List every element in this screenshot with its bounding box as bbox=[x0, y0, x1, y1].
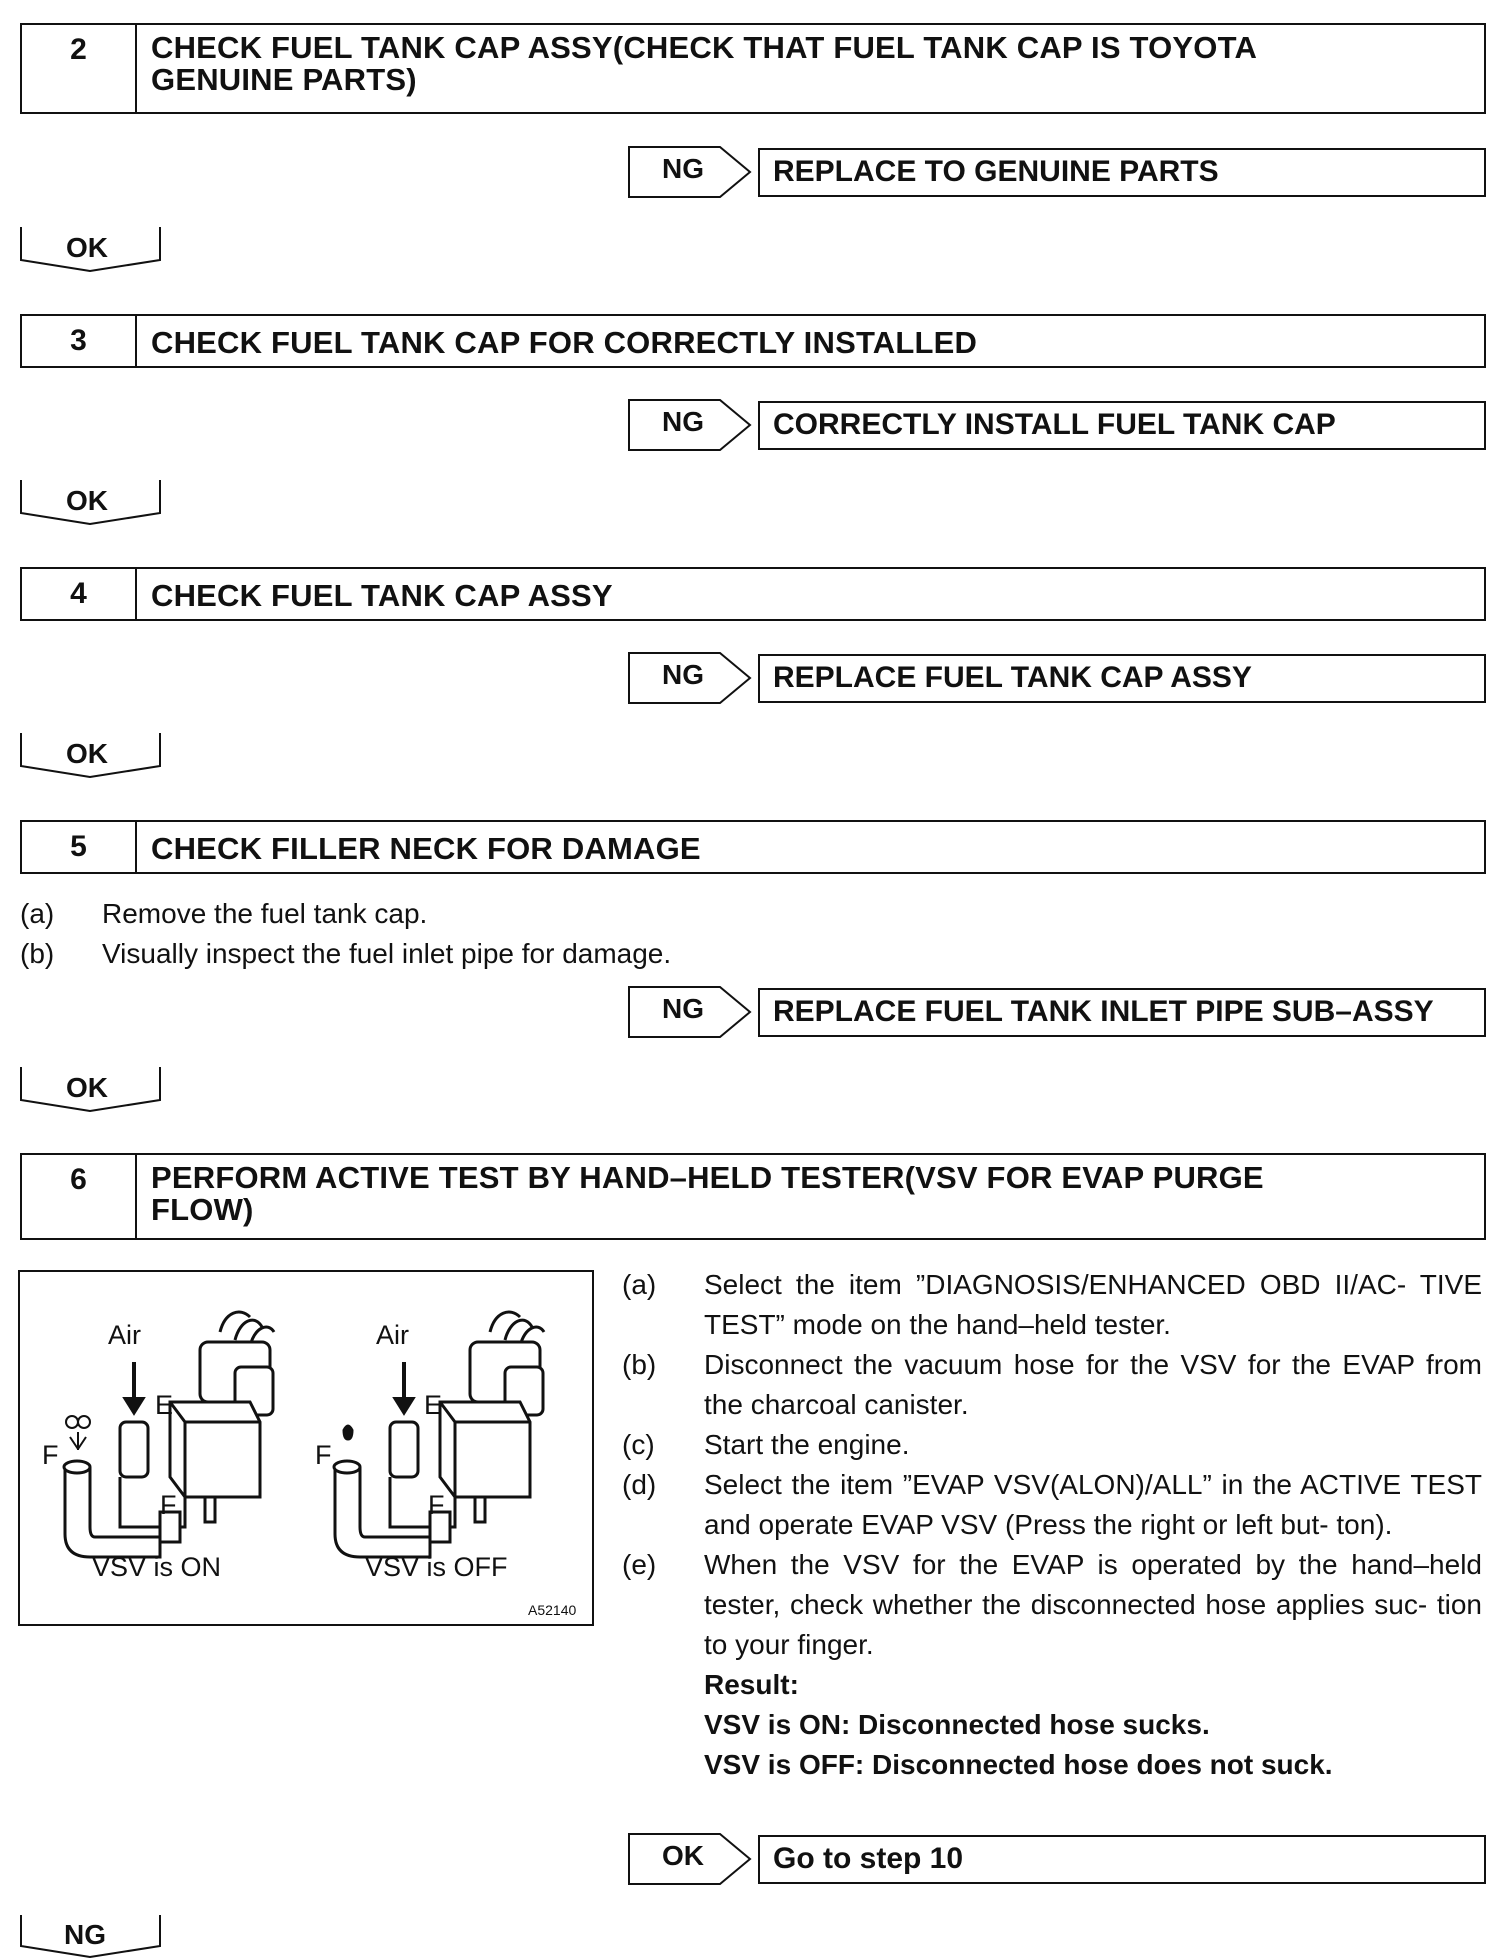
step-2-header bbox=[20, 23, 1486, 114]
result-on: VSV is ON: Disconnected hose sucks. bbox=[704, 1709, 1210, 1740]
caption-vsv-on: VSV is ON bbox=[92, 1552, 222, 1582]
air-label-left: Air bbox=[108, 1320, 141, 1350]
ok-label: OK bbox=[66, 232, 108, 263]
item-label: (e) bbox=[622, 1549, 657, 1580]
ok-label: OK bbox=[662, 1840, 704, 1871]
list-item bbox=[622, 1465, 1482, 1545]
item-label: (a) bbox=[622, 1269, 657, 1300]
step-6-instructions bbox=[622, 1265, 1482, 1785]
ng-action-box: CORRECTLY INSTALL FUEL TANK CAP bbox=[758, 401, 1486, 450]
f-label-left: F bbox=[42, 1440, 59, 1470]
step-number: 2 bbox=[22, 25, 137, 112]
step-number: 6 bbox=[22, 1155, 137, 1238]
item-text: When the VSV for the EVAP is operated by the hand–held tester, check whether the disconnected hose applies suc- tion to your finger. bbox=[704, 1549, 1482, 1660]
step-title bbox=[137, 25, 1484, 112]
list-item bbox=[622, 1345, 1482, 1425]
ng-label: NG bbox=[662, 993, 704, 1024]
step-title-line: CHECK FUEL TANK CAP ASSY(CHECK THAT FUEL TANK CAP IS TOYOTA bbox=[151, 30, 1258, 65]
result-label: Result: bbox=[704, 1669, 799, 1700]
step-title: CHECK FUEL TANK CAP ASSY bbox=[151, 578, 613, 613]
ok-action-box: Go to step 10 bbox=[758, 1835, 1486, 1884]
ok-label: OK bbox=[66, 738, 108, 769]
e-label-left: E bbox=[155, 1390, 174, 1420]
item-label: (b) bbox=[622, 1349, 657, 1380]
f-label-left-bottom: F bbox=[160, 1490, 177, 1520]
figure-code: A52140 bbox=[528, 1602, 577, 1618]
list-item bbox=[622, 1265, 1482, 1345]
item-text: Select the item ”DIAGNOSIS/ENHANCED OBD II/AC- TIVE TEST” mode on the hand–held tester. bbox=[704, 1269, 1482, 1340]
ng-label: NG bbox=[64, 1919, 106, 1950]
ng-action-box: REPLACE FUEL TANK INLET PIPE SUB–ASSY bbox=[758, 988, 1486, 1037]
ng-label: NG bbox=[662, 406, 704, 437]
item-label: (d) bbox=[622, 1469, 657, 1500]
item-label: (c) bbox=[622, 1429, 655, 1460]
item-text: Start the engine. bbox=[704, 1429, 910, 1460]
list-item bbox=[622, 1425, 1482, 1465]
item-label: (a) bbox=[20, 898, 55, 929]
step-number: 4 bbox=[22, 569, 137, 619]
list-item bbox=[20, 934, 920, 974]
ng-action-box: REPLACE FUEL TANK CAP ASSY bbox=[758, 654, 1486, 703]
f-label-right: F bbox=[315, 1440, 332, 1470]
step-title-line: GENUINE PARTS) bbox=[151, 62, 417, 97]
step-5-header bbox=[20, 820, 1486, 874]
item-text: Remove the fuel tank cap. bbox=[102, 898, 428, 929]
step-title-line: FLOW) bbox=[151, 1192, 254, 1227]
item-text: Visually inspect the fuel inlet pipe for damage. bbox=[102, 938, 672, 969]
step-3-header bbox=[20, 314, 1486, 368]
step-title: CHECK FUEL TANK CAP FOR CORRECTLY INSTALLED bbox=[151, 325, 978, 360]
step-title-line: PERFORM ACTIVE TEST BY HAND–HELD TESTER(VSV FOR EVAP PURGE bbox=[151, 1160, 1264, 1195]
e-label-right: E bbox=[424, 1390, 443, 1420]
item-label: (b) bbox=[20, 938, 55, 969]
ok-label: OK bbox=[66, 485, 108, 516]
step-title: CHECK FILLER NECK FOR DAMAGE bbox=[151, 831, 701, 866]
step-title bbox=[137, 1155, 1484, 1238]
ng-action-box: REPLACE TO GENUINE PARTS bbox=[758, 148, 1486, 197]
vsv-figure bbox=[18, 1270, 594, 1626]
step-4-header bbox=[20, 567, 1486, 621]
step-number: 5 bbox=[22, 822, 137, 872]
step-6-header bbox=[20, 1153, 1486, 1240]
list-item bbox=[20, 894, 920, 934]
ok-label: OK bbox=[66, 1072, 108, 1103]
item-text: Disconnect the vacuum hose for the VSV for the EVAP from the charcoal canister. bbox=[704, 1349, 1482, 1420]
caption-vsv-off: VSV is OFF bbox=[365, 1552, 508, 1582]
list-item bbox=[622, 1545, 1482, 1665]
item-text: Select the item ”EVAP VSV(ALON)/ALL” in the ACTIVE TEST and operate EVAP VSV (Press the right or left but- ton). bbox=[704, 1469, 1482, 1540]
f-label-right-bottom: F bbox=[428, 1490, 445, 1520]
ng-label: NG bbox=[662, 659, 704, 690]
air-label-right: Air bbox=[376, 1320, 409, 1350]
result-off: VSV is OFF: Disconnected hose does not suck. bbox=[704, 1749, 1333, 1780]
step-number: 3 bbox=[22, 316, 137, 366]
ng-label: NG bbox=[662, 153, 704, 184]
